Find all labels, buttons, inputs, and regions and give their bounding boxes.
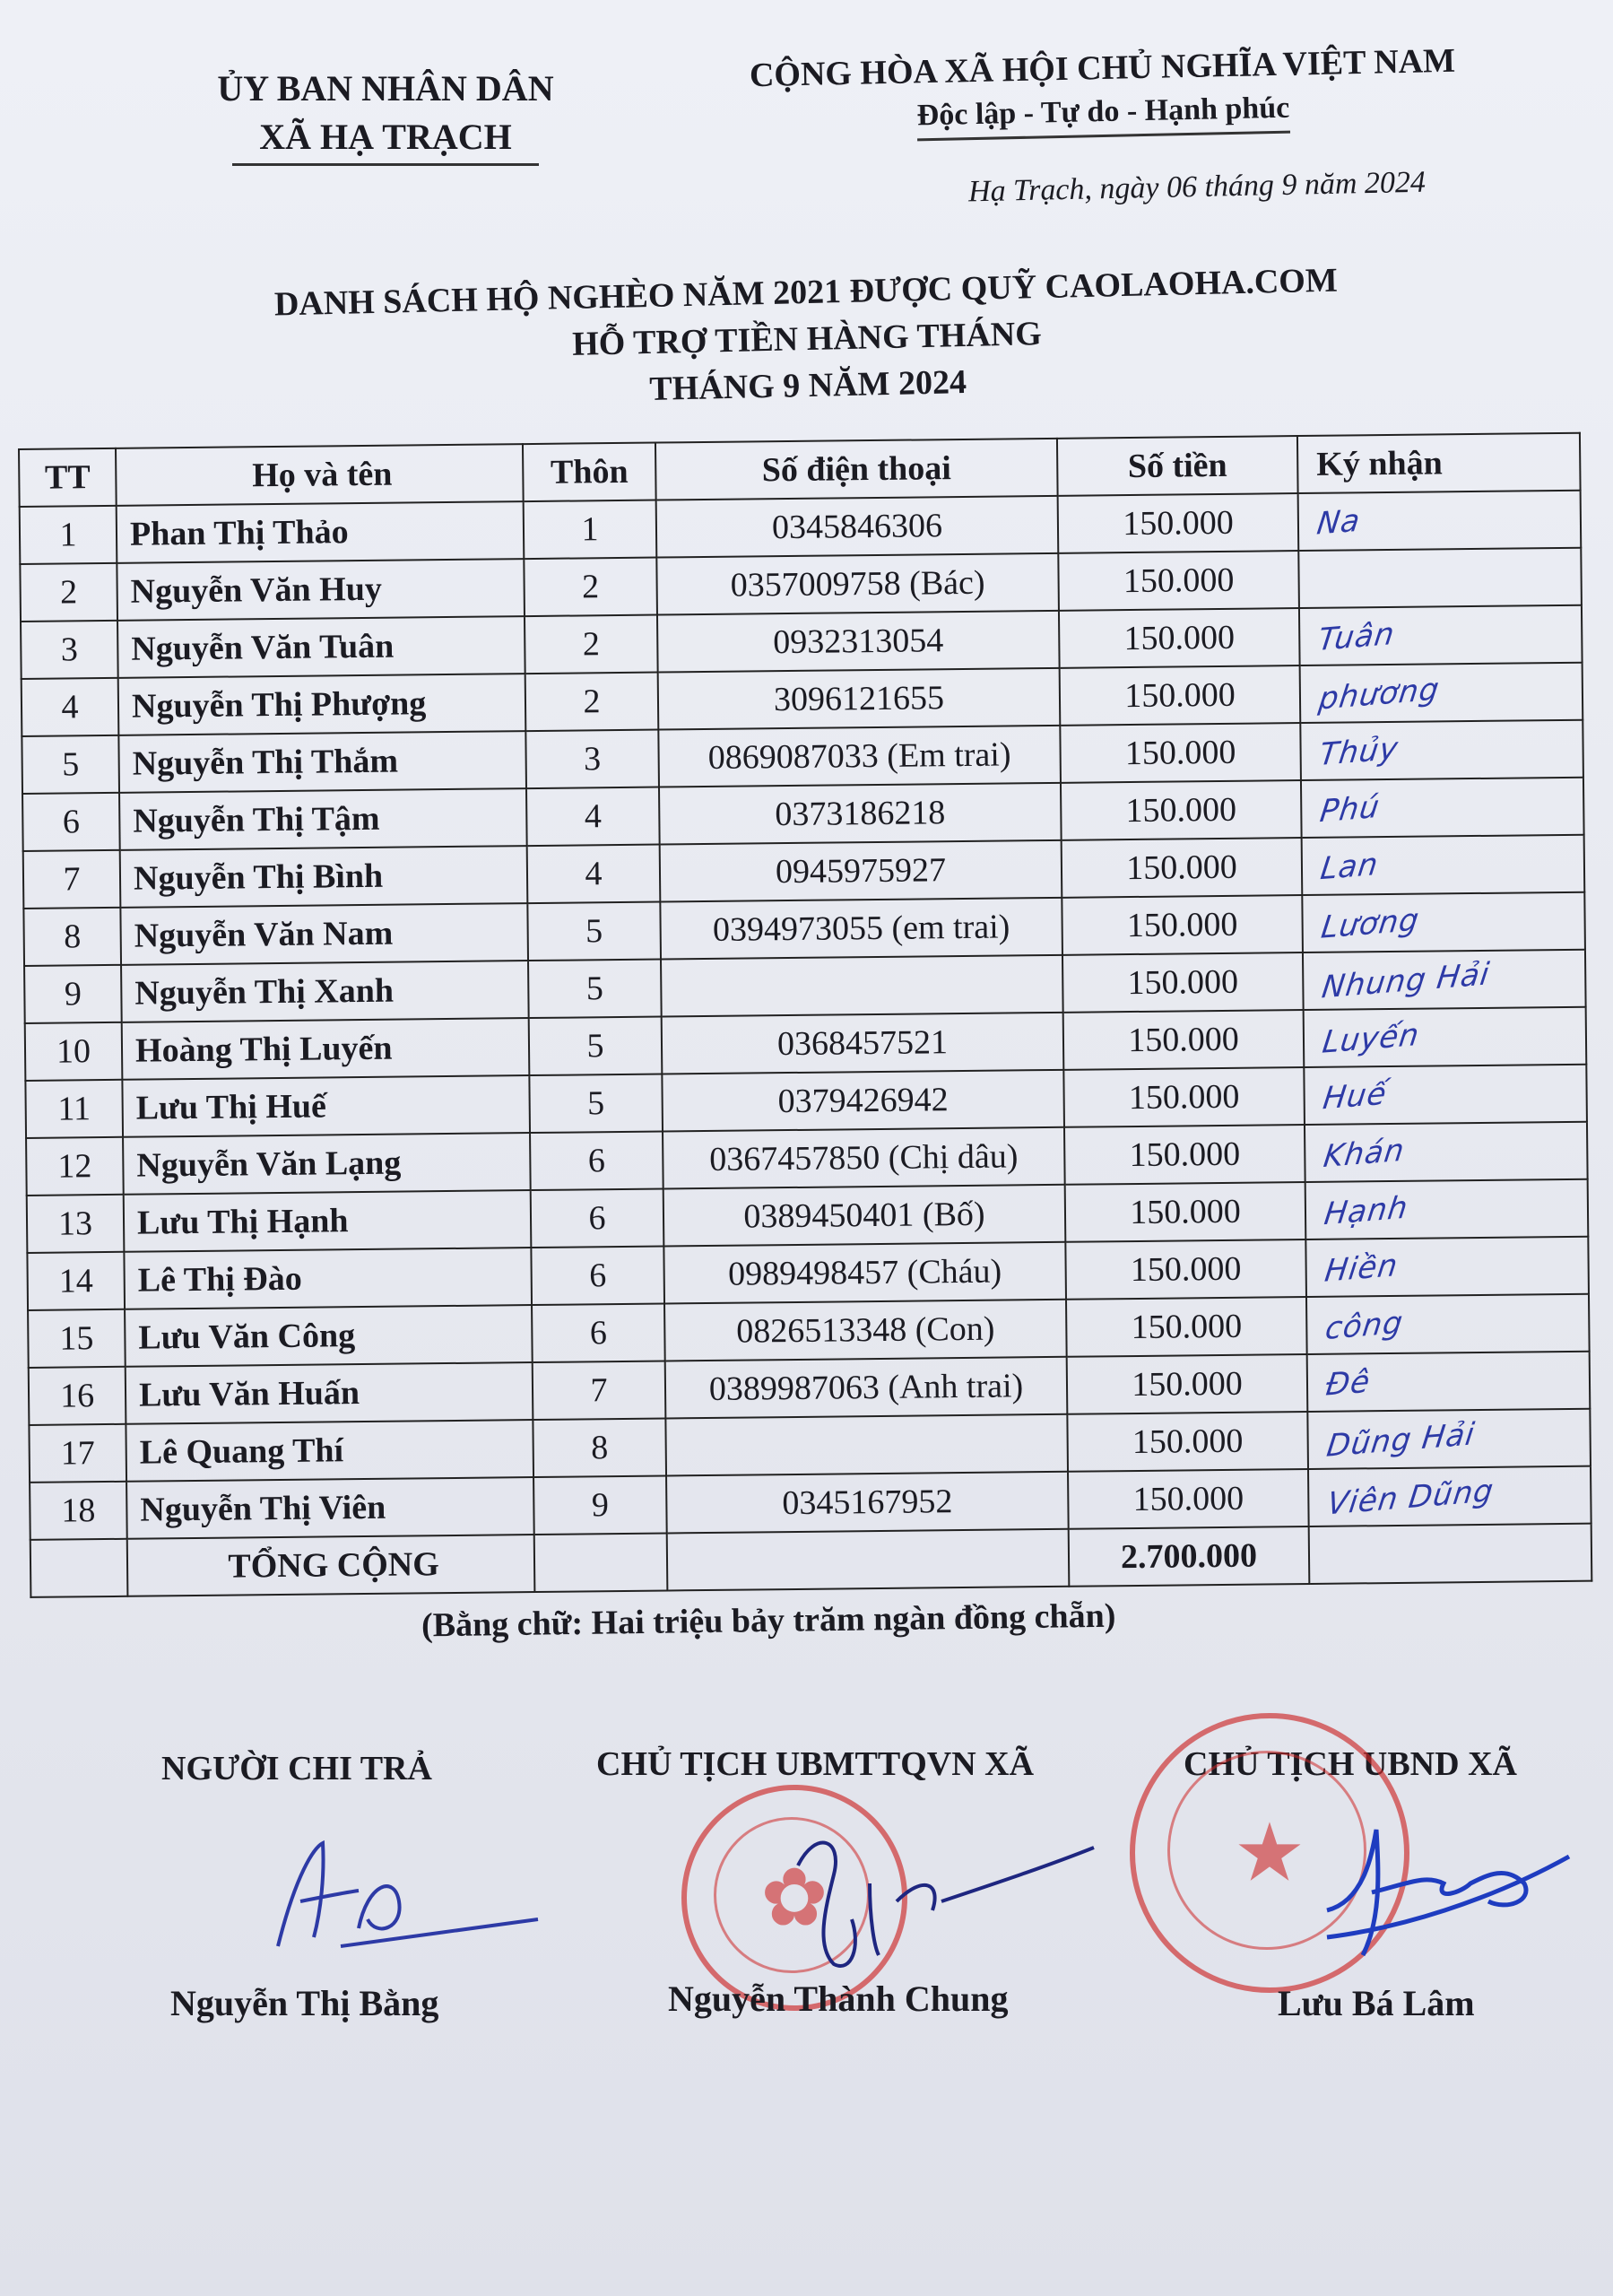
- row-hamlet: 8: [533, 1418, 666, 1477]
- row-amount: 150.000: [1067, 1412, 1308, 1472]
- row-name: Nguyễn Thị Viên: [126, 1477, 534, 1539]
- row-hamlet: 3: [525, 730, 659, 789]
- row-number: 14: [27, 1252, 125, 1310]
- row-phone: 0379426942: [662, 1070, 1064, 1132]
- row-hamlet: 6: [531, 1247, 664, 1306]
- row-name: Nguyễn Thị Tậm: [119, 788, 527, 850]
- row-number: 12: [26, 1137, 124, 1196]
- row-hamlet: 6: [531, 1189, 664, 1248]
- row-number: 6: [22, 793, 120, 851]
- row-signature: [1300, 663, 1583, 723]
- handwritten-signature: Lương: [1319, 901, 1422, 946]
- row-hamlet: 7: [533, 1361, 666, 1420]
- row-number: 17: [29, 1424, 126, 1483]
- row-phone: 0932313054: [657, 611, 1060, 673]
- row-phone: 0345846306: [656, 496, 1059, 558]
- row-name: Lưu Văn Huấn: [126, 1362, 533, 1424]
- row-signature: [1303, 950, 1586, 1010]
- stamp-emblem-icon: ✿: [760, 1854, 828, 1944]
- row-signature: [1305, 1122, 1588, 1182]
- row-amount: 150.000: [1064, 1125, 1305, 1185]
- row-hamlet: 1: [524, 500, 657, 560]
- title-line1: DANH SÁCH HỘ NGHÈO NĂM 2021 ĐƯỢC QUỸ CAOLAOHA.COM: [273, 261, 1339, 324]
- handwritten-signature: công: [1322, 1304, 1406, 1348]
- national-header: [698, 37, 1507, 146]
- row-signature: [1298, 491, 1582, 551]
- row-name: Lê Quang Thí: [126, 1420, 533, 1482]
- row-hamlet: 2: [524, 558, 657, 617]
- row-hamlet: 9: [533, 1475, 667, 1535]
- national-motto: Độc lập - Tự do - Hạnh phúc: [916, 88, 1290, 142]
- row-signature: [1305, 1179, 1589, 1239]
- total-empty-cell: [1309, 1524, 1592, 1584]
- total-empty-cell: [667, 1529, 1070, 1591]
- nation-name: CỘNG HÒA XÃ HỘI CHỦ NGHĨA VIỆT NAM: [749, 41, 1456, 95]
- total-amount: 2.700.000: [1069, 1526, 1310, 1587]
- handwritten-signature: Luyến: [1320, 1016, 1422, 1061]
- handwritten-signature: Thủy: [1317, 730, 1401, 774]
- row-hamlet: 2: [525, 615, 658, 674]
- row-name: Nguyễn Văn Huy: [117, 559, 525, 621]
- front-role: CHỦ TỊCH UBMTTQVN XÃ: [596, 1745, 1035, 1783]
- stamp-star-icon: ★: [1233, 1809, 1306, 1899]
- total-empty-cell: [534, 1533, 668, 1592]
- row-amount: 150.000: [1062, 952, 1304, 1013]
- row-signature: [1299, 605, 1583, 665]
- row-phone: 0869087033 (Em trai): [658, 726, 1061, 787]
- header-name: Họ và tên: [116, 444, 524, 506]
- row-phone: [661, 955, 1063, 1017]
- handwritten-signature: Tuân: [1315, 615, 1398, 659]
- authority-line1: ỦY BAN NHÂN DÂN: [217, 68, 554, 109]
- payer-name: Nguyễn Thị Bằng: [170, 1983, 439, 2023]
- committee-signature: [1309, 1803, 1578, 1973]
- committee-name: Lưu Bá Lâm: [1278, 1983, 1475, 2023]
- row-hamlet: 6: [530, 1132, 663, 1191]
- handwritten-signature: Viên Dũng: [1325, 1473, 1496, 1523]
- header-tt: TT: [19, 448, 117, 507]
- title-line2: HỖ TRỢ TIỀN HÀNG THÁNG: [571, 315, 1043, 363]
- row-number: 13: [27, 1195, 125, 1253]
- row-hamlet: 5: [528, 960, 662, 1019]
- row-number: 4: [22, 678, 119, 736]
- row-amount: 150.000: [1060, 665, 1301, 726]
- row-signature: [1307, 1409, 1591, 1469]
- row-phone: 0989498457 (Cháu): [663, 1242, 1066, 1304]
- row-number: 2: [20, 563, 117, 622]
- amount-in-words: (Bằng chữ: Hai triệu bảy trăm ngàn đồng chẵn): [421, 1596, 1116, 1645]
- row-phone: 0367457850 (Chị dâu): [663, 1127, 1065, 1189]
- row-amount: 150.000: [1059, 608, 1300, 668]
- row-number: 18: [30, 1482, 127, 1540]
- row-phone: 0389987063 (Anh trai): [665, 1357, 1068, 1419]
- handwritten-signature: Huế: [1321, 1075, 1390, 1118]
- row-signature: [1302, 835, 1585, 895]
- total-label: TỔNG CỘNG: [127, 1535, 535, 1596]
- payer-signature: [260, 1821, 547, 1964]
- row-amount: 150.000: [1058, 493, 1299, 553]
- row-name: Hoàng Thị Luyến: [122, 1018, 530, 1080]
- handwritten-signature: phương: [1316, 671, 1442, 718]
- total-empty-cell: [30, 1539, 128, 1597]
- row-name: Nguyễn Văn Tuân: [117, 616, 525, 678]
- row-signature: [1307, 1352, 1591, 1412]
- handwritten-signature: Hạnh: [1322, 1189, 1410, 1233]
- row-signature: [1304, 1007, 1587, 1067]
- front-signature: [762, 1812, 1103, 1991]
- header-phone: Số điện thoại: [655, 439, 1058, 500]
- row-name: Nguyễn Văn Nam: [120, 903, 528, 965]
- committee-role: CHỦ TỊCH UBND XÃ: [1184, 1745, 1517, 1783]
- row-phone: 0368457521: [662, 1013, 1064, 1074]
- beneficiary-table: [18, 432, 1592, 1598]
- beneficiary-table-wrapper: [18, 432, 1592, 1598]
- row-amount: 150.000: [1067, 1354, 1308, 1414]
- row-phone: 0345167952: [666, 1472, 1069, 1534]
- row-signature: [1304, 1065, 1587, 1125]
- row-hamlet: 6: [532, 1304, 665, 1363]
- authority-line2: XÃ HẠ TRẠCH: [232, 113, 539, 166]
- handwritten-signature: Dũng Hải: [1324, 1415, 1478, 1465]
- row-amount: 150.000: [1060, 723, 1301, 783]
- row-signature: [1308, 1466, 1591, 1526]
- row-number: 10: [25, 1022, 123, 1081]
- row-number: 9: [24, 965, 122, 1023]
- row-name: Phan Thị Thảo: [117, 501, 525, 563]
- row-amount: 150.000: [1068, 1469, 1309, 1529]
- row-amount: 150.000: [1066, 1297, 1307, 1357]
- title-line3: THÁNG 9 NĂM 2024: [648, 362, 967, 408]
- handwritten-signature: Nhung Hải: [1319, 956, 1492, 1006]
- row-phone: 0945975927: [660, 840, 1062, 902]
- row-name: Lưu Văn Công: [125, 1305, 533, 1367]
- row-name: Nguyễn Thị Xanh: [121, 961, 529, 1022]
- row-hamlet: 4: [526, 787, 660, 847]
- place-date: Hạ Trạch, ngày 06 tháng 9 năm 2024: [967, 165, 1427, 209]
- row-amount: 150.000: [1062, 895, 1303, 955]
- table-body: [20, 491, 1591, 1540]
- row-amount: 150.000: [1063, 1010, 1305, 1070]
- row-hamlet: 4: [527, 845, 661, 904]
- row-phone: 0826513348 (Con): [664, 1300, 1067, 1361]
- row-amount: 150.000: [1062, 838, 1303, 898]
- row-name: Nguyễn Thị Phượng: [118, 674, 526, 735]
- row-name: Nguyễn Thị Bình: [120, 846, 528, 908]
- row-hamlet: 5: [527, 902, 661, 961]
- row-phone: 0357009758 (Bác): [656, 553, 1059, 615]
- header-amount: Số tiền: [1057, 436, 1298, 496]
- row-name: Lưu Thị Huế: [122, 1075, 530, 1137]
- header-signature: Ký nhận: [1297, 433, 1581, 493]
- row-name: Lưu Thị Hạnh: [124, 1190, 532, 1252]
- handwritten-signature: Phú: [1317, 788, 1383, 831]
- row-number: 15: [28, 1309, 126, 1368]
- row-number: 11: [25, 1080, 123, 1138]
- row-phone: [665, 1414, 1068, 1476]
- header-hamlet: Thôn: [523, 443, 656, 502]
- row-signature: [1306, 1294, 1590, 1354]
- row-signature: [1302, 892, 1585, 952]
- row-number: 8: [23, 908, 121, 966]
- row-amount: 150.000: [1061, 780, 1302, 840]
- row-phone: 3096121655: [658, 668, 1061, 730]
- row-phone: 0373186218: [659, 783, 1062, 845]
- row-name: Lê Thị Đào: [124, 1248, 532, 1309]
- front-name: Nguyễn Thành Chung: [668, 1979, 1009, 2019]
- handwritten-signature: Hiền: [1322, 1247, 1401, 1290]
- row-amount: 150.000: [1058, 551, 1299, 611]
- row-number: 16: [29, 1367, 126, 1425]
- row-amount: 150.000: [1065, 1239, 1306, 1300]
- row-number: 3: [21, 621, 118, 679]
- row-name: Nguyễn Thị Thắm: [118, 731, 526, 793]
- row-number: 7: [23, 850, 121, 909]
- row-signature: [1301, 778, 1584, 838]
- row-signature: [1298, 548, 1582, 608]
- row-phone: 0394973055 (em trai): [660, 898, 1062, 960]
- row-name: Nguyễn Văn Lạng: [123, 1133, 531, 1195]
- row-signature: [1305, 1237, 1589, 1297]
- row-amount: 150.000: [1063, 1067, 1305, 1127]
- issuing-authority: [152, 65, 619, 166]
- row-signature: [1300, 720, 1583, 780]
- handwritten-signature: Đê: [1323, 1363, 1373, 1404]
- row-hamlet: 2: [525, 673, 659, 732]
- row-hamlet: 5: [529, 1017, 663, 1076]
- row-number: 5: [22, 735, 119, 794]
- row-hamlet: 5: [529, 1074, 663, 1134]
- row-number: 1: [20, 506, 117, 564]
- payer-role: NGƯỜI CHI TRẢ: [161, 1750, 432, 1787]
- row-amount: 150.000: [1065, 1182, 1306, 1242]
- row-phone: 0389450401 (Bố): [663, 1185, 1066, 1247]
- handwritten-signature: Lan: [1318, 846, 1381, 888]
- handwritten-signature: Na: [1314, 502, 1363, 543]
- handwritten-signature: Khán: [1321, 1132, 1408, 1176]
